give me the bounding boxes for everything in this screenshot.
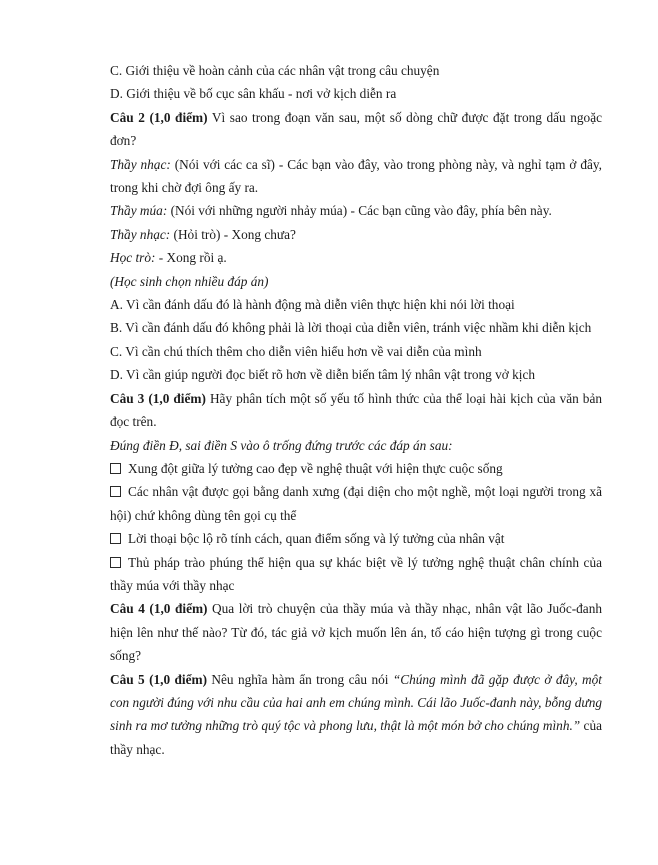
answer-option-1d (110, 82, 602, 105)
text-run: Thầy nhạc: (110, 226, 171, 242)
text-run: Các nhân vật được gọi bằng danh xưng (đại diện cho một nghề, một loại người trong xã hội) chứ không dùng tên gọi cụ thể (110, 484, 602, 523)
text-run: Vì sao trong đoạn văn sau, một số dòng chữ được đặt trong dấu ngoặc đơn? (110, 109, 603, 149)
text-run: “Chúng mình đã gặp được ở đây, một con người đúng với nhu cầu của hai anh em chúng mình. Cái lão Juốc-đanh này, bỗng dưng sinh ra mơ tưởng những trò quý tộc và phong lưu, thật là một món bở cho chúng mình.” (110, 671, 603, 734)
text-run: (Học sinh chọn nhiều đáp án) (110, 273, 269, 289)
checkbox-item-2 (110, 480, 602, 527)
text-run: Thầy múa: (110, 203, 168, 219)
text-run: Câu 4 (1,0 điểm) (110, 601, 208, 617)
dialogue-hoc-tro (110, 246, 602, 269)
dialogue-thay-nhac-2 (110, 223, 602, 246)
question-5-header (110, 668, 602, 762)
text-run: Hãy phân tích một số yếu tố hình thức của thể loại hài kịch của văn bản đọc trên. (110, 390, 603, 430)
text-run: của thầy nhạc. (110, 718, 602, 757)
answer-option-2b (110, 316, 602, 339)
document-body (110, 59, 602, 761)
text-run: (Hỏi trò) - Xong chưa? (170, 226, 296, 242)
text-run: Học trò: (110, 250, 156, 266)
text-run: (Nói với các ca sĩ) - Các bạn vào đây, vào trong phòng này, và nghỉ tạm ở đây, trong khi chờ đợi ông ấy ra. (110, 156, 602, 196)
question-4-header (110, 597, 602, 667)
text-run: D. Vì cần giúp người đọc biết rõ hơn về diễn biến tâm lý nhân vật trong vở kịch (110, 367, 536, 383)
text-run: - Xong rồi ạ. (155, 250, 227, 266)
text-run: Thủ pháp trào phúng thể hiện qua sự khác biệt về lý tưởng nghệ thuật chân chính của thầy múa với thầy nhạc (110, 554, 602, 593)
text-run: Câu 3 (1,0 điểm) (110, 390, 206, 406)
text-run: Nêu nghĩa hàm ẩn trong câu nói (207, 671, 393, 687)
answer-option-1c (110, 59, 602, 82)
text-run: B. Vì cần đánh dấu đó không phải là lời thoại của diễn viên, tránh việc nhầm khi diễn kịch (110, 320, 592, 336)
dialogue-thay-nhac-1 (110, 153, 602, 200)
answer-option-2c (110, 340, 602, 363)
checkbox-icon (110, 557, 121, 568)
text-run: Qua lời trò chuyện của thầy múa và thầy nhạc, nhân vật lão Juốc-đanh hiện lên như thế nào? Từ đó, tác giả vở kịch muốn lên án, tố cáo hiện tượng gì trong cuộc sống? (110, 601, 603, 664)
dialogue-thay-mua (110, 199, 602, 222)
question-3-header (110, 387, 602, 434)
text-run: Thầy nhạc: (110, 156, 171, 172)
note-multiple-answers (110, 270, 602, 293)
text-run: Lời thoại bộc lộ rõ tính cách, quan điểm sống và lý tưởng của nhân vật (128, 531, 505, 547)
text-run: Câu 2 (1,0 điểm) (110, 109, 208, 125)
text-run: A. Vì cần đánh dấu đó là hành động mà diễn viên thực hiện khi nói lời thoại (110, 297, 515, 313)
question-2-header (110, 106, 602, 153)
text-run: C. Vì cần chú thích thêm cho diễn viên hiểu hơn về vai diễn của mình (110, 343, 482, 359)
text-run: Xung đột giữa lý tưởng cao đẹp về nghệ thuật với hiện thực cuộc sống (128, 460, 503, 476)
text-run: C. Giới thiệu về hoàn cảnh của các nhân vật trong câu chuyện (110, 63, 440, 78)
checkbox-item-1 (110, 457, 602, 480)
answer-option-2d (110, 363, 602, 386)
text-run: Đúng điền Đ, sai điền S vào ô trống đứng trước các đáp án sau: (110, 437, 453, 453)
checkbox-item-4 (110, 551, 602, 598)
checkbox-icon (110, 486, 121, 497)
answer-option-2a (110, 293, 602, 316)
checkbox-item-3 (110, 527, 602, 550)
text-run: (Nói với những người nhảy múa) - Các bạn cũng vào đây, phía bên này. (167, 203, 552, 219)
text-run: D. Giới thiệu về bố cục sân khấu - nơi vở kịch diễn ra (110, 86, 397, 102)
checkbox-icon (110, 533, 121, 544)
text-run: Câu 5 (1,0 điểm) (110, 671, 208, 687)
instruction-true-false (110, 434, 602, 457)
checkbox-icon (110, 463, 121, 474)
